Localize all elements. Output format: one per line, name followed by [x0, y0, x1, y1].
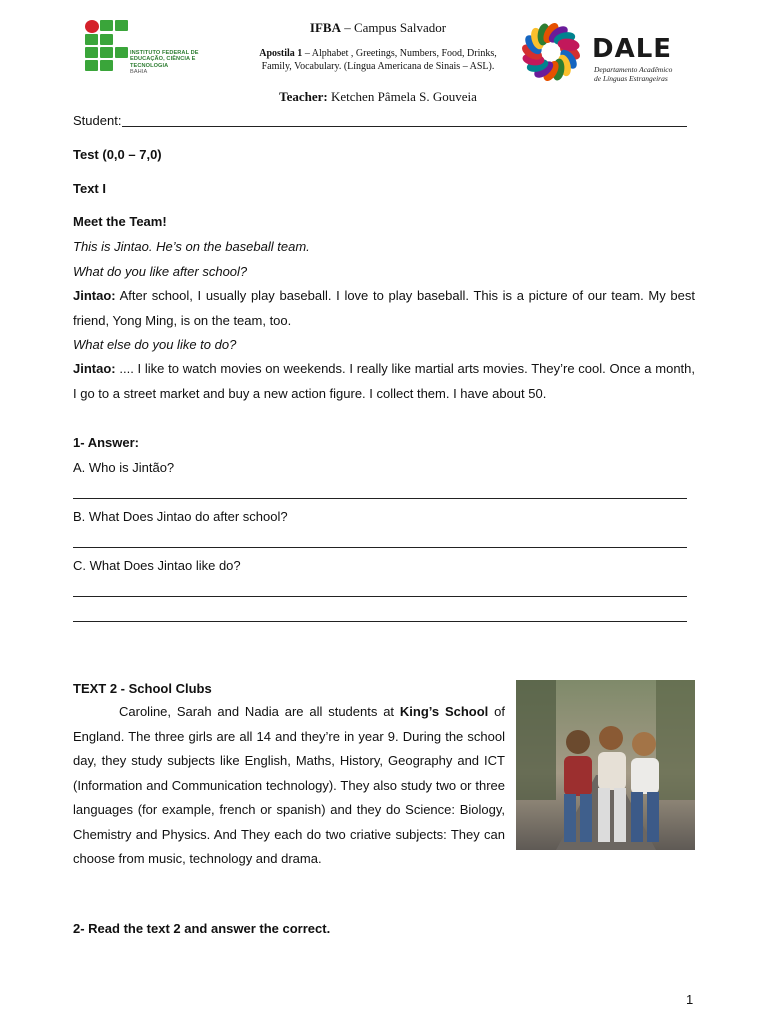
answer-text: .... I like to watch movies on weekends. I really like martial arts movies. They’re cool. Once a month, I go to a street market and buy a new action figure. I collect them. I have about 50. [73, 361, 695, 401]
text1-answer-2 [73, 357, 695, 406]
header-subtitle-bold: Apostila 1 [259, 48, 303, 59]
speaker-label: Jintao: [73, 288, 116, 303]
speaker-label: Jintao: [73, 361, 116, 376]
exercise1-question-a: A. Who is Jintão? [73, 460, 175, 475]
text1-question-1: What do you like after school? [73, 264, 248, 279]
text1-title: Meet the Team! [73, 214, 167, 229]
student-name-line[interactable] [122, 126, 687, 127]
ifba-logo-grid-icon [84, 20, 130, 72]
test-label: Test (0,0 – 7,0) [73, 147, 162, 162]
answer-line-c-2[interactable] [73, 621, 687, 622]
header-subtitle [248, 47, 508, 73]
dale-logo-tagline: Departamento Acadêmico de Línguas Estrangeiras [594, 65, 673, 83]
dale-logo [518, 20, 698, 84]
text2-paragraph-start: Caroline, Sarah and Nadia are all students at [119, 704, 400, 719]
text1-answer-1 [73, 284, 695, 333]
header-title [250, 20, 506, 36]
ifba-logo-text: INSTITUTO FEDERAL DE EDUCAÇÃO, CIÊNCIA E TECNOLOGIA BAHIA [130, 50, 199, 76]
text2-paragraph [73, 700, 505, 872]
answer-line-c-1[interactable] [73, 596, 687, 597]
text1-heading: Text I [73, 181, 106, 196]
header-subtitle-rest: – Alphabet , Greetings, Numbers, Food, Drinks, Family, Vocabulary. (Língua Americana de Sinais – ASL). [261, 48, 497, 72]
text1-question-2: What else do you like to do? [73, 337, 237, 352]
answer-line-a[interactable] [73, 498, 687, 499]
header-teacher [200, 89, 556, 105]
dale-logo-word: DALE [592, 34, 673, 64]
exercise1-question-c: C. What Does Jintao like do? [73, 558, 241, 573]
header-title-rest: – Campus Salvador [340, 20, 447, 35]
student-label: Student: [73, 113, 122, 128]
exercise1-heading: 1- Answer: [73, 435, 139, 450]
answer-text: After school, I usually play baseball. I love to play baseball. This is a picture of our team. My best friend, Yong Ming, is on the team, too. [73, 288, 695, 328]
exercise2-heading: 2- Read the text 2 and answer the correct. [73, 921, 331, 936]
text1-intro: This is Jintao. He’s on the baseball team. [73, 239, 310, 254]
header-title-bold: IFBA [309, 20, 341, 35]
answer-line-b[interactable] [73, 547, 687, 548]
ifba-logo [84, 20, 232, 76]
exercise1-question-b: B. What Does Jintao do after school? [73, 509, 288, 524]
text2-school-name: King’s School [399, 704, 489, 719]
dale-flower-icon [518, 20, 588, 84]
three-girls-photo [516, 680, 695, 850]
teacher-name: Ketchen Pâmela S. Gouveia [327, 89, 477, 104]
text2-heading: TEXT 2 - School Clubs [73, 681, 212, 696]
page-number: 1 [686, 992, 694, 1007]
dale-center [542, 43, 560, 61]
text2-paragraph-end: of England. The three girls are all 14 and they’re in year 9. During the school day, they study subjects like English, Maths, History, Geography and ICT (Information and Communication technology). They also study two or three languages (for example, french or spanish) and they do Science: Biology, Chemistry and Physics. And They each do two criative subjects: They can choose from music, technology and drama. [73, 704, 505, 866]
teacher-label: Teacher: [279, 89, 328, 104]
